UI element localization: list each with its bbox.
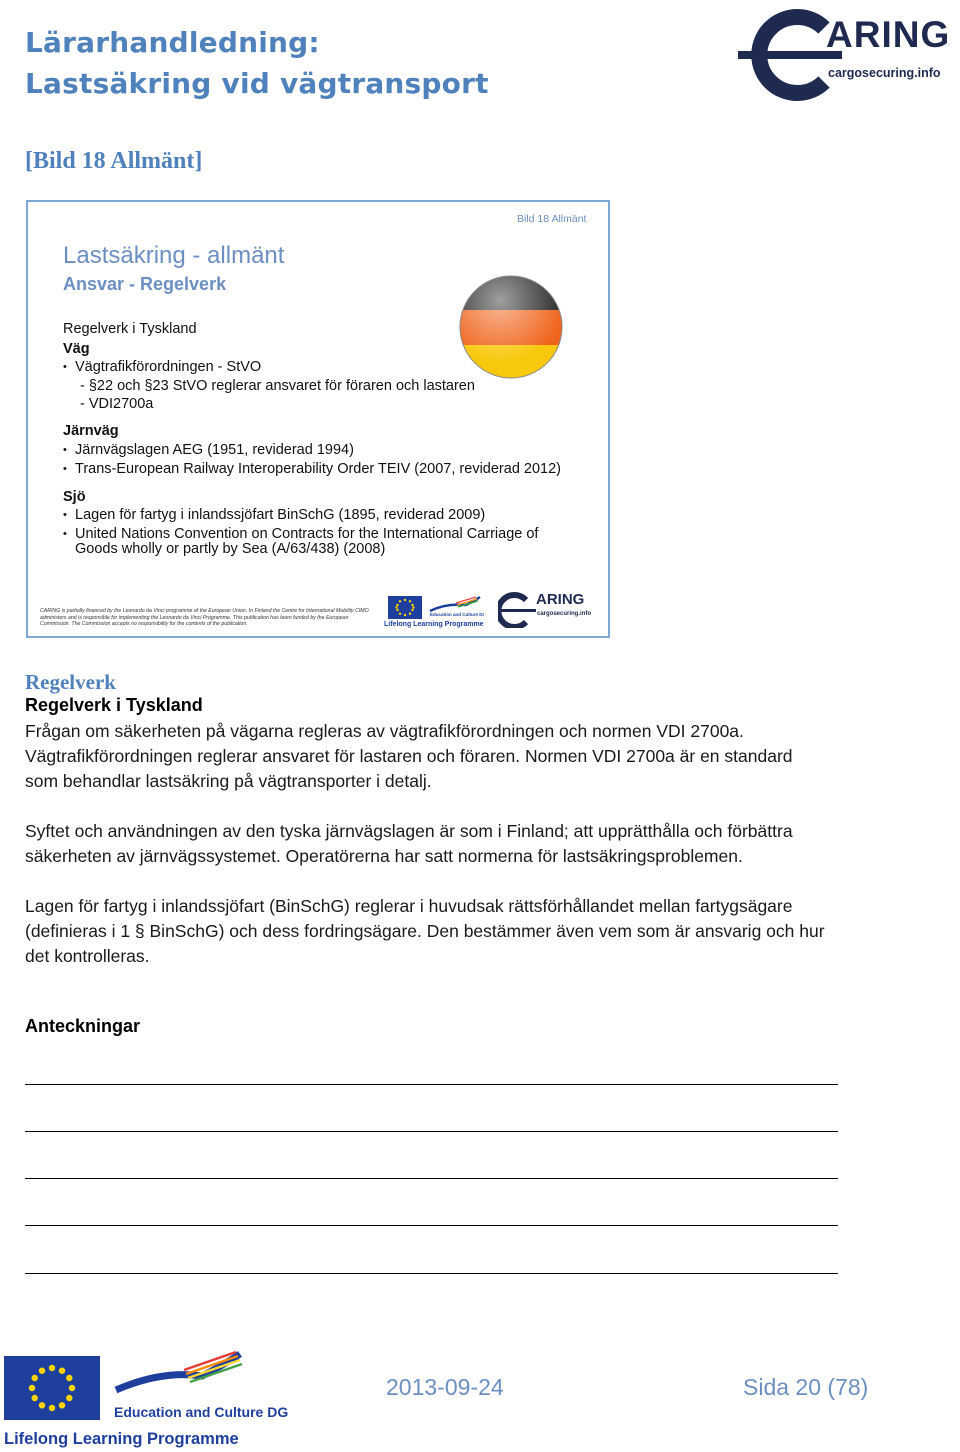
paragraph-line: Syftet och användningen av den tyska järnvägslagen är som i Finland; att upprätthålla och förbättra bbox=[25, 821, 793, 841]
caring-logo-text: ARING bbox=[826, 14, 951, 55]
caring-small-logo-text: ARING bbox=[536, 591, 585, 608]
slide-sea-bullet2: • United Nations Convention on Contracts for the International Carriage of bbox=[75, 525, 538, 543]
slide-reference: [Bild 18 Allmänt] bbox=[25, 148, 203, 174]
sub-heading: Regelverk i Tyskland bbox=[25, 695, 203, 715]
slide-road-sub2: - VDI2700a bbox=[80, 396, 154, 412]
caring-logo-url: cargosecuring.info bbox=[828, 66, 941, 80]
slide-image bbox=[26, 200, 610, 638]
slide-footnote: CARING is partially financed by the Leonardo da Vinci programme of the European Union. In Finland the Centre for International Mobility CIMO administers and is responsible for implementing the Leonardo da Vinci Programme. This publication has been funded by the European Commission. The Commission accepts no responsibility for the contents of the publication. bbox=[40, 608, 369, 628]
slide-sea-heading: Sjö bbox=[63, 489, 86, 505]
slide-rail-bullet1: • Järnvägslagen AEG (1951, reviderad 1994) bbox=[75, 441, 354, 459]
slide-sea-bullet1: • Lagen för fartyg i inlandssjöfart BinSchG (1895, reviderad 2009) bbox=[75, 506, 485, 524]
slide-tag: Bild 18 Allmänt bbox=[517, 213, 587, 225]
education-culture-logo-icon bbox=[112, 1350, 246, 1402]
germany-flag-icon bbox=[458, 274, 564, 380]
slide-rail-heading: Järnväg bbox=[63, 423, 119, 439]
slide-intro: Regelverk i Tyskland bbox=[63, 321, 197, 337]
paragraph-line: det kontrolleras. bbox=[25, 946, 150, 966]
footer-page-number: Sida 20 (78) bbox=[743, 1374, 869, 1400]
note-line[interactable] bbox=[25, 1273, 838, 1274]
slide-road-bullet: • Vägtrafikförordningen - StVO bbox=[75, 358, 261, 376]
footer-date: 2013-09-24 bbox=[386, 1374, 504, 1400]
paragraph-line: Vägtrafikförordningen reglerar ansvaret för lastaren och föraren. Normen VDI 2700a är en standard bbox=[25, 746, 793, 766]
education-culture-label: Education and Culture DG bbox=[114, 1404, 289, 1420]
paragraph-line: säkerheten av järnvägssystemet. Operatörerna har satt normerna för lastsäkringsproblemen. bbox=[25, 846, 743, 866]
note-line[interactable] bbox=[25, 1084, 838, 1085]
slide-sea-bullet2-cont: Goods wholly or partly by Sea (A/63/438) (2008) bbox=[75, 541, 386, 557]
section-heading: Regelverk bbox=[25, 670, 116, 694]
slide-subtitle: Ansvar - Regelverk bbox=[63, 274, 227, 294]
document-title-line1: Lärarhandledning: bbox=[25, 26, 320, 59]
paragraph-sea bbox=[25, 894, 905, 969]
document-title bbox=[25, 22, 489, 104]
paragraph-road bbox=[25, 719, 905, 794]
paragraph-line: Frågan om säkerheten på vägarna regleras av vägtrafikförordningen och normen VDI 2700a. bbox=[25, 721, 744, 741]
education-culture-small-logo bbox=[426, 595, 484, 617]
caring-small-logo-url: cargosecuring.info bbox=[537, 611, 592, 617]
slide-title: Lastsäkring - allmänt bbox=[63, 242, 285, 269]
paragraph-line: (definieras i 1 § BinSchG) och dess fordringsägare. Den bestämmer även vem som är ansvarig och hur bbox=[25, 921, 825, 941]
llp-small-label: Lifelong Learning Programme bbox=[384, 621, 484, 628]
note-line[interactable] bbox=[25, 1225, 838, 1226]
note-line[interactable] bbox=[25, 1178, 838, 1179]
slide-road-sub1: - §22 och §23 StVO reglerar ansvaret för föraren och lastaren bbox=[80, 378, 475, 394]
paragraph-rail bbox=[25, 819, 905, 869]
document-title-line2: Lastsäkring vid vägtransport bbox=[25, 67, 489, 100]
slide-rail-bullet2: • Trans-European Railway Interoperability Order TEIV (2007, reviderad 2012) bbox=[75, 460, 561, 478]
slide-road-heading: Väg bbox=[63, 341, 90, 357]
edu-small-label: Education and Culture DG bbox=[430, 612, 484, 617]
note-line[interactable] bbox=[25, 1131, 838, 1132]
lifelong-learning-label: Lifelong Learning Programme bbox=[4, 1430, 239, 1448]
notes-label: Anteckningar bbox=[25, 1016, 141, 1036]
paragraph-line: som behandlar lastsäkring på vägtransporter i detalj. bbox=[25, 771, 432, 791]
paragraph-line: Lagen för fartyg i inlandssjöfart (BinSchG) reglerar i huvudsak rättsförhållandet mellan fartygsägare bbox=[25, 896, 793, 916]
eu-flag-small-icon bbox=[388, 596, 422, 619]
eu-flag-icon bbox=[4, 1356, 100, 1420]
